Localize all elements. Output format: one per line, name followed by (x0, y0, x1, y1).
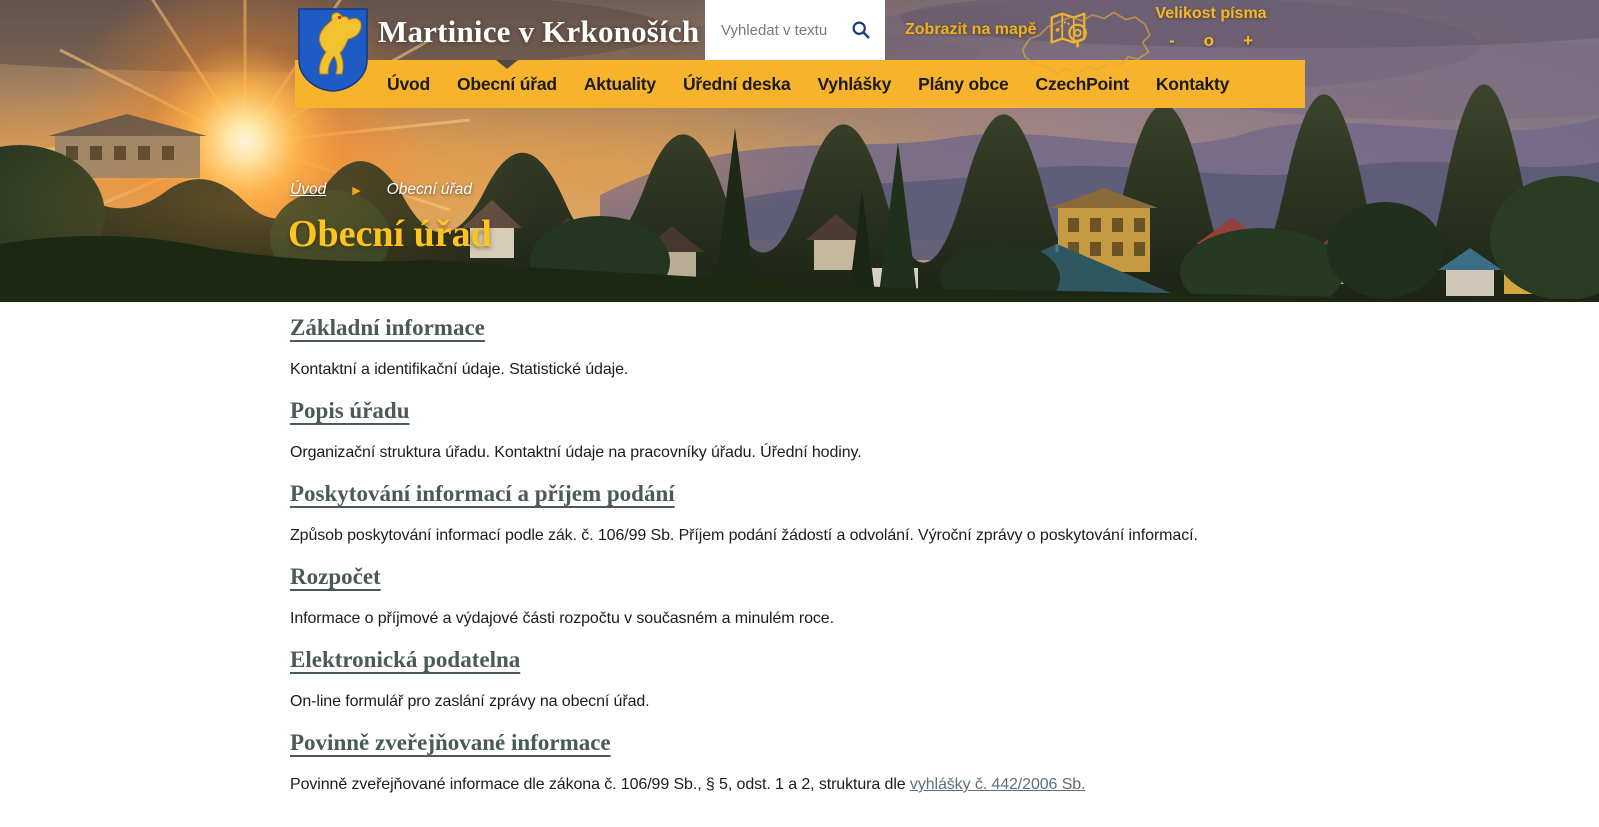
brand-home-link[interactable] (298, 8, 699, 92)
coat-of-arms-icon (298, 8, 368, 92)
section-title (290, 314, 1539, 342)
section-description: On-line formulář pro zaslání zprávy na obecní úřad. (290, 693, 650, 710)
font-size-increase-button[interactable]: + (1243, 31, 1253, 50)
nav-item-uvod[interactable]: Úvod (387, 73, 430, 94)
section-link-elektronicka-podatelna[interactable]: Elektronická podatelna (290, 647, 521, 672)
search-input[interactable] (721, 22, 849, 39)
font-size-reset-button[interactable]: o (1203, 31, 1215, 50)
show-on-map-label: Zobrazit na mapě (905, 21, 1037, 38)
map-icon (1045, 7, 1091, 53)
section-description (290, 775, 1539, 794)
content-section (290, 462, 1539, 545)
breadcrumb-home-link[interactable]: Úvod (290, 181, 327, 198)
section-link-poskytovani-informaci[interactable]: Poskytování informací a příjem podání (290, 481, 675, 506)
site-title: Martinice v Krkonoších (378, 14, 700, 49)
content-section (290, 628, 1539, 711)
font-size-label: Velikost písma (1155, 5, 1267, 22)
section-link-zakladni-informace[interactable]: Základní informace (290, 315, 485, 340)
breadcrumb-current: Obecní úřad (386, 181, 472, 198)
font-size-widget (1155, 5, 1267, 49)
font-size-controls (1155, 32, 1267, 49)
search-box (705, 0, 885, 60)
section-description: Kontaktní a identifikační údaje. Statistické údaje. (290, 361, 629, 378)
section-description: Organizační struktura úřadu. Kontaktní údaje na pracovníky úřadu. Úřední hodiny. (290, 444, 862, 461)
font-size-decrease-button[interactable]: - (1169, 31, 1175, 50)
section-link-rozpocet[interactable]: Rozpočet (290, 564, 381, 589)
content-section (290, 314, 1539, 379)
nav-item-czechpoint[interactable]: CzechPoint (1035, 73, 1129, 94)
show-on-map-link[interactable] (905, 0, 1091, 60)
decree-442-2006-link[interactable]: vyhlášky č. 442/2006 Sb. (909, 776, 1086, 793)
nav-item-uredni-deska[interactable]: Úřední deska (682, 73, 791, 94)
nav-item-vyhlasky[interactable]: Vyhlášky (817, 73, 892, 94)
content-section (290, 379, 1539, 462)
breadcrumb (290, 181, 472, 199)
section-title (290, 729, 1539, 757)
nav-item-aktuality[interactable]: Aktuality (583, 73, 656, 94)
section-title (290, 397, 1539, 425)
content-section (290, 545, 1539, 628)
section-title (290, 480, 1539, 508)
breadcrumb-arrow-icon: ▶ (352, 184, 361, 197)
hero (0, 0, 1599, 302)
nav-item-kontakty[interactable]: Kontakty (1155, 73, 1230, 94)
section-description-text: Povinně zveřejňované informace dle zákona č. 106/99 Sb., § 5, odst. 1 a 2, struktura dle (290, 776, 910, 793)
section-link-popis-uradu[interactable]: Popis úřadu (290, 398, 410, 423)
section-description: Informace o příjmové a výdajové části rozpočtu v současném a minulém roce. (290, 610, 834, 627)
page-title: Obecní úřad (288, 213, 492, 255)
content (0, 302, 1599, 827)
search-icon (851, 20, 871, 40)
section-title (290, 563, 1539, 591)
section-description: Způsob poskytování informací podle zák. č. 106/99 Sb. Příjem podání žádostí a odvolání. Výroční zprávy o poskytování informací. (290, 527, 1198, 544)
nav-item-plany-obce[interactable]: Plány obce (918, 73, 1009, 94)
search-button[interactable] (849, 18, 873, 42)
content-section (290, 711, 1539, 794)
section-title (290, 646, 1539, 674)
section-link-povinne-zverejnovane[interactable]: Povinně zveřejňované informace (290, 730, 611, 755)
nav-item-obecni-urad-label: Obecní úřad (456, 73, 557, 94)
